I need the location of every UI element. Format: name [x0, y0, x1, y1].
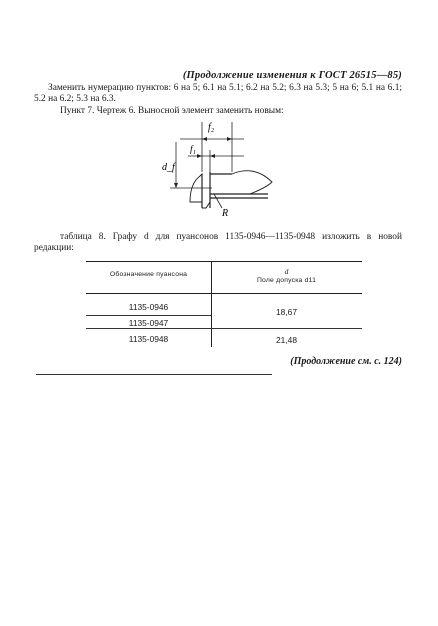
header-d-symbol: d [284, 267, 289, 276]
table-row-designation: 1135-0948 [128, 334, 169, 344]
df-label: d_f [162, 162, 175, 173]
detail-drawing [150, 112, 290, 224]
f2-label: f₂ [208, 122, 215, 133]
renumber-paragraph: Заменить нумерацию пунктов: 6 на 5; 6.1 на 5.1; 6.2 на 5.2; 6.3 на 5.3; 5 на 6; 5.1 на 6.1; 5.2 на 6.2; 5.3 на 6.3. [34, 83, 402, 105]
continuation-header: (Продолжение изменения к ГОСТ 26515—85) [182, 70, 402, 81]
header-designation: Обозначение пуансона [109, 271, 188, 278]
table8-paragraph: таблица 8. Графу d для пуансонов 1135-0946—1135-0948 изложить в новой редакции: [34, 232, 402, 254]
footer-rule [36, 374, 272, 375]
table-row-designation: 1135-0947 [128, 318, 169, 328]
header-tolerance: Поле допуска d11 [256, 277, 317, 284]
item7-paragraph: Пункт 7. Чертеж 6. Выносной элемент заменить новым: [60, 106, 284, 116]
value-row3: 21,48 [276, 335, 297, 345]
f1-label: f₁ [190, 145, 196, 155]
value-merged: 18,67 [276, 307, 297, 317]
radius-label: R [222, 208, 229, 219]
table-row-designation: 1135-0946 [128, 302, 169, 312]
continuation-footer: (Продолжение см. с. 124) [290, 356, 402, 367]
